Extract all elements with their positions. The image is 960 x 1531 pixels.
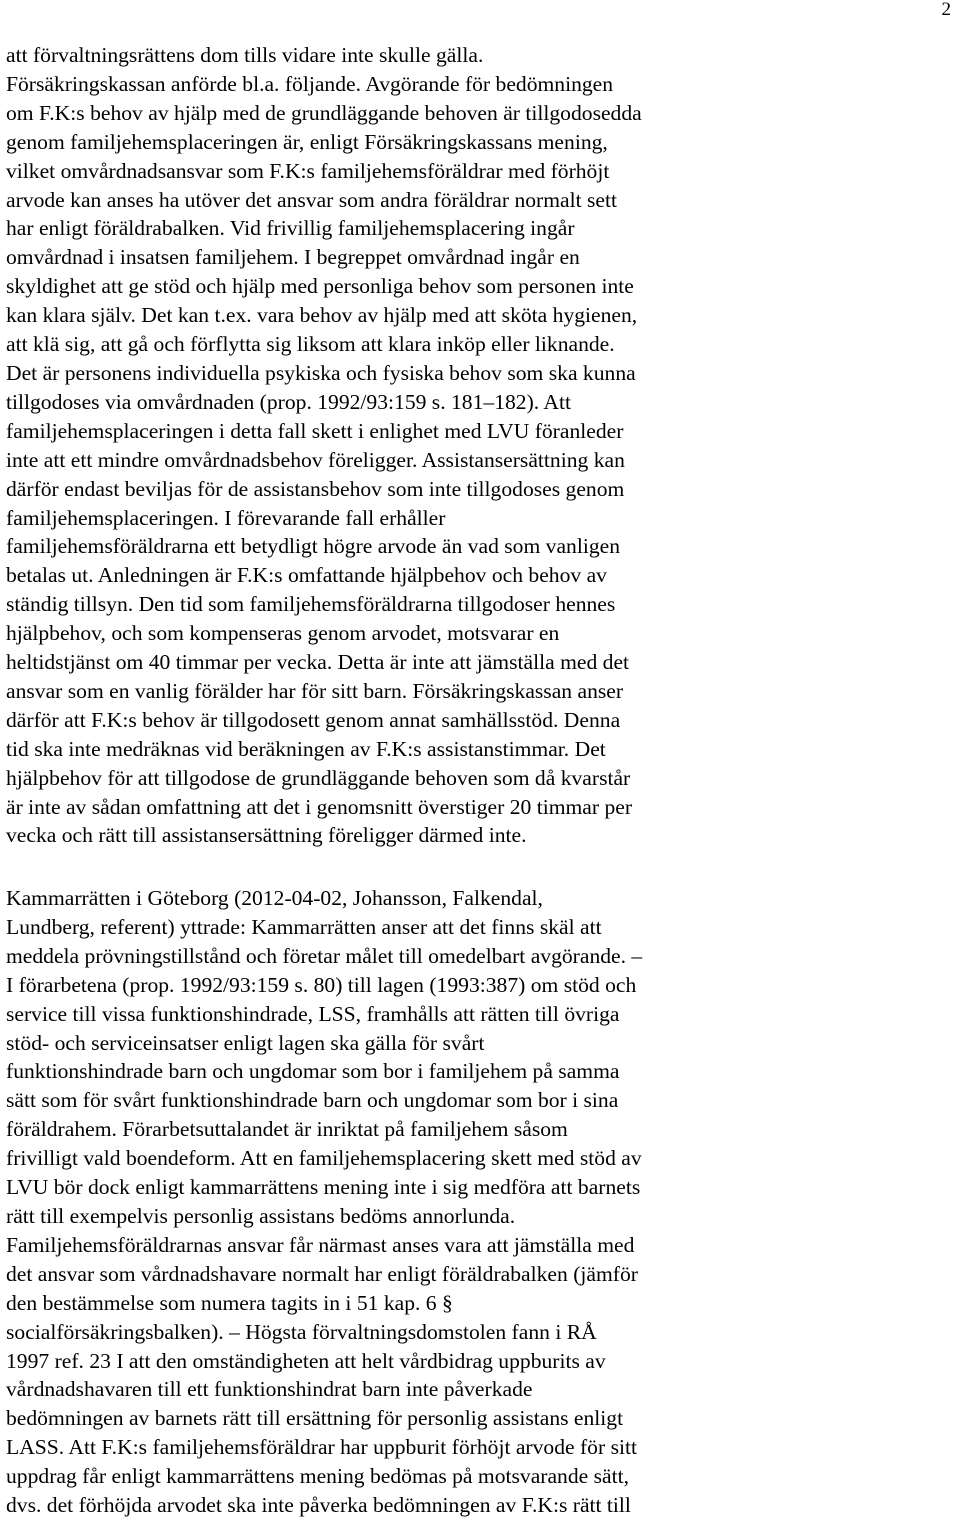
text-line: heltidstjänst om 40 timmar per vecka. Detta är inte att jämställa med det <box>6 650 630 675</box>
text-line: funktionshindrade barn och ungdomar som bor i familjehem på samma <box>6 1059 620 1084</box>
text-line: tid ska inte medräknas vid beräkningen av F.K:s assistanstimmar. Det <box>6 736 606 761</box>
text-line: ständig tillsyn. Den tid som familjehemsföräldrarna tillgodoser hennes <box>6 592 616 617</box>
text-line: att förvaltningsrättens dom tills vidare inte skulle gälla. <box>6 43 484 67</box>
text-line: familjehemsföräldrarna ett betydligt högre arvode än vad som vanligen <box>6 534 621 559</box>
text-line: 1997 ref. 23 I att den omständigheten att helt vårdbidrag uppburits av <box>6 1348 606 1373</box>
text-line: genom familjehemsplaceringen är, enligt Försäkringskassans mening, <box>6 129 608 154</box>
text-line: hjälpbehov för att tillgodose de grundläggande behoven som då kvarstår <box>6 765 631 790</box>
text-line: tillgodoses via omvårdnaden (prop. 1992/93:159 s. 181–182). Att <box>6 389 571 414</box>
text-line: vilket omvårdnadsansvar som F.K:s familjehemsföräldrar med förhöjt <box>6 158 610 183</box>
text-line: stöd- och serviceinsatser enligt lagen ska gälla för svårt <box>6 1030 485 1055</box>
page-number: 2 <box>941 0 951 20</box>
text-line: kan klara själv. Det kan t.ex. vara behov av hjälp med att sköta hygienen, <box>6 303 638 328</box>
text-line: hjälpbehov, och som kompenseras genom arvodet, motsvarar en <box>6 621 560 646</box>
text-line: familjehemsplaceringen i detta fall skett i enlighet med LVU föranleder <box>6 418 624 443</box>
text-line: att klä sig, att gå och förflytta sig liksom att klara inköp eller liknande. <box>6 332 615 357</box>
text-line: uppdrag får enligt kammarrättens mening bedömas på motsvarande sätt, <box>6 1464 630 1489</box>
text-line: LASS. Att F.K:s familjehemsföräldrar har uppburit förhöjt arvode för sitt <box>6 1435 637 1460</box>
text-line: rätt till exempelvis personlig assistans bedöms annorlunda. <box>6 1203 516 1228</box>
text-line: är inte av sådan omfattning att det i genomsnitt överstiger 20 timmar per <box>6 794 633 819</box>
text-line: omvårdnad i insatsen familjehem. I begreppet omvårdnad ingår en <box>6 245 580 270</box>
text-line: har enligt föräldrabalken. Vid frivillig familjehemsplacering ingår <box>6 216 575 241</box>
text-line: bedömningen av barnets rätt till ersättning för personlig assistans enligt <box>6 1406 624 1431</box>
text-line: dvs. det förhöjda arvodet ska inte påverka bedömningen av F.K:s rätt till <box>6 1493 631 1518</box>
paragraph-kammarratten <box>6 884 956 1520</box>
text-line: om F.K:s behov av hjälp med de grundläggande behoven är tillgodosedda <box>6 100 642 125</box>
text-line: vårdnadshavaren till ett funktionshindrat barn inte påverkade <box>6 1377 533 1402</box>
text-line: Familjehemsföräldrarnas ansvar får närmast anses vara att jämställa med <box>6 1232 635 1257</box>
text-line: familjehemsplaceringen. I förevarande fall erhåller <box>6 505 446 530</box>
text-line: socialförsäkringsbalken). – Högsta förvaltningsdomstolen fann i RÅ <box>6 1319 597 1344</box>
text-line: därför att F.K:s behov är tillgodosett genom annat samhällsstöd. Denna <box>6 707 621 732</box>
text-line: betalas ut. Anledningen är F.K:s omfattande hjälpbehov och behov av <box>6 563 607 588</box>
text-line: frivilligt vald boendeform. Att en familjehemsplacering skett med stöd av <box>6 1146 642 1171</box>
text-line: vecka och rätt till assistansersättning föreligger därmed inte. <box>6 823 527 848</box>
text-line: arvode kan anses ha utöver det ansvar som andra föräldrar normalt sett <box>6 187 617 212</box>
text-line: Kammarrätten i Göteborg (2012-04-02, Johansson, Falkendal, <box>6 886 543 910</box>
text-line: service till vissa funktionshindrade, LSS, framhålls att rätten till övriga <box>6 1001 620 1026</box>
text-line: Lundberg, referent) yttrade: Kammarrätten anser att det finns skäl att <box>6 914 602 939</box>
text-line: det ansvar som vårdnadshavare normalt har enligt föräldrabalken (jämför <box>6 1261 638 1286</box>
text-line: ansvar som en vanlig förälder har för sitt barn. Försäkringskassan anser <box>6 678 624 703</box>
text-line: LVU bör dock enligt kammarrättens mening inte i sig medföra att barnets <box>6 1175 641 1200</box>
text-line: skyldighet att ge stöd och hjälp med personliga behov som personen inte <box>6 274 634 299</box>
text-line: föräldrahem. Förarbetsuttalandet är inriktat på familjehem såsom <box>6 1117 568 1142</box>
paragraph-forsakringskassan <box>6 41 956 850</box>
text-line: I förarbetena (prop. 1992/93:159 s. 80) till lagen (1993:387) om stöd och <box>6 972 637 997</box>
text-line: Försäkringskassan anförde bl.a. följande. Avgörande för bedömningen <box>6 71 614 96</box>
text-line: inte att ett mindre omvårdnadsbehov föreligger. Assistansersättning kan <box>6 447 625 472</box>
text-line: därför endast beviljas för de assistansbehov som inte tillgodoses genom <box>6 476 625 501</box>
text-line: den bestämmelse som numera tagits in i 51 kap. 6 § <box>6 1290 453 1315</box>
text-line: sätt som för svårt funktionshindrade barn och ungdomar som bor i sina <box>6 1088 619 1113</box>
text-line: Det är personens individuella psykiska och fysiska behov som ska kunna <box>6 360 636 385</box>
text-line: meddela prövningstillstånd och företar målet till omedelbart avgörande. – <box>6 943 643 968</box>
